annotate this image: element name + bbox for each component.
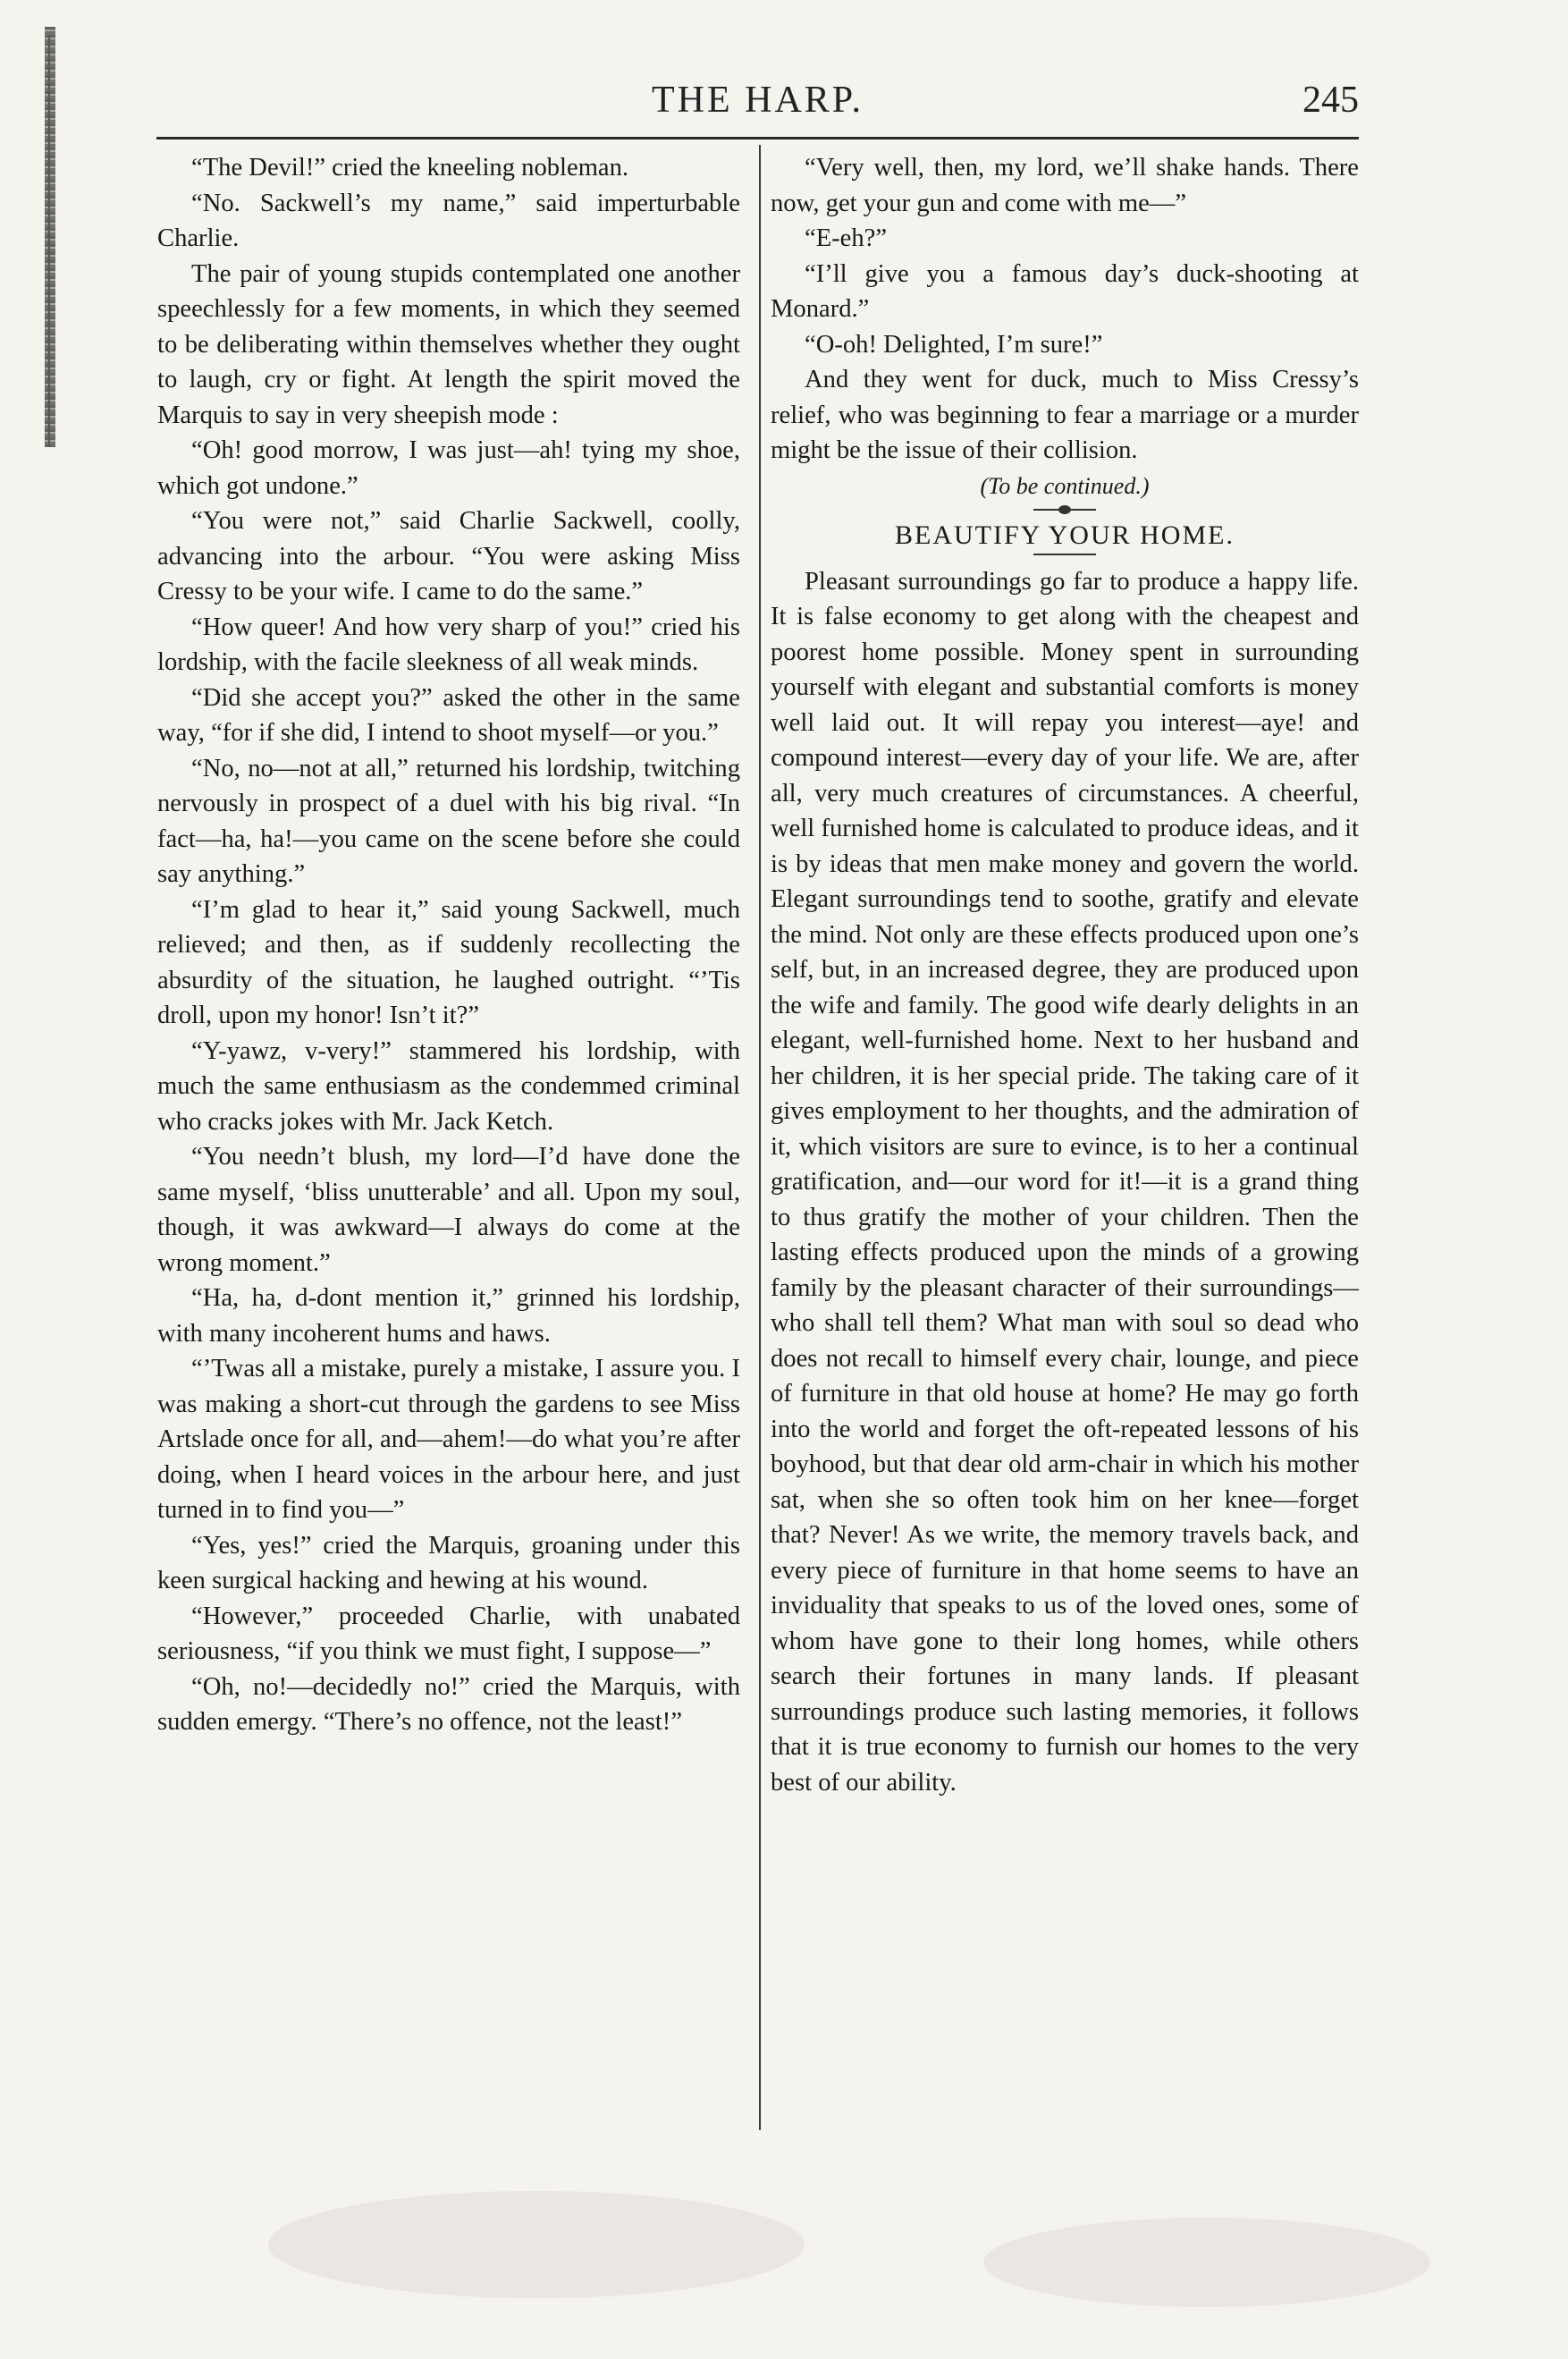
story-paragraph: “Oh, no!—decidedly no!” cried the Marquis, with sudden emergy. “There’s no offence, not the least!” <box>157 1672 740 1736</box>
story-paragraph: “Very well, then, my lord, we’ll shake hands. There now, get your gun and come with me—” <box>771 154 1359 217</box>
right-column <box>771 150 1359 1800</box>
story-paragraph: “Ha, ha, d-dont mention it,” grinned his lordship, with many incoherent hums and haws. <box>157 1284 740 1348</box>
story-paragraph: “No. Sackwell’s my name,” said imperturbable Charlie. <box>157 189 740 252</box>
page-number: 245 <box>1302 80 1359 121</box>
column-divider <box>759 145 761 2130</box>
binding-edge <box>45 27 55 447</box>
story-paragraph: “You were not,” said Charlie Sackwell, coolly, advancing into the arbour. “You were asking Miss Cressy to be your wife. I came to do the same.” <box>157 507 740 605</box>
running-title: THE HARP. <box>651 80 864 121</box>
story-paragraph: The pair of young stupids contemplated one another speechlessly for a few moments, in which they seemed to be deliberating within themselves whether they ought to laugh, cry or fight. At length the spirit moved the Marquis to say in very sheepish mode : <box>157 259 740 429</box>
story-paragraph: “Did she accept you?” asked the other in the same way, “for if she did, I intend to shoot myself—or you.” <box>157 683 740 747</box>
story-paragraph: “Yes, yes!” cried the Marquis, groaning under this keen surgical hacking and hewing at his wound. <box>157 1531 740 1594</box>
story-paragraph: “No, no—not at all,” returned his lordship, twitching nervously in prospect of a duel with his big rival. “In fact—ha, ha!—you came on the scene before she could say anything.” <box>157 754 740 888</box>
left-column <box>157 150 740 1740</box>
story-paragraph: “You needn’t blush, my lord—I’d have done the same myself, ‘bliss unutterable’ and all. Upon my soul, though, it was awkward—I always do come at the wrong moment.” <box>157 1143 740 1277</box>
binding-line <box>48 36 50 447</box>
story-paragraph: “However,” proceeded Charlie, with unabated seriousness, “if you think we must fight, I suppose—” <box>157 1602 740 1665</box>
paper-stain <box>983 2218 1430 2307</box>
story-paragraph: “How queer! And how very sharp of you!” cried his lordship, with the facile sleekness of all weak minds. <box>157 613 740 676</box>
story-paragraph: “Y-yawz, v-very!” stammered his lordship, with much the same enthusiasm as the condemmed criminal who cracks jokes with Mr. Jack Ketch. <box>157 1036 740 1136</box>
continued-note: (To be continued.) <box>980 472 1150 499</box>
story-paragraph: “E-eh?” <box>805 224 888 252</box>
header-rule <box>156 137 1359 140</box>
title-rule <box>1033 554 1096 555</box>
story-paragraph: And they went for duck, much to Miss Cressy’s relief, who was beginning to fear a marriage or a murder might be the issue of their collision. <box>771 366 1359 464</box>
story-paragraph: “The Devil!” cried the kneeling nobleman. <box>191 154 629 182</box>
story-paragraph: “I’ll give you a famous day’s duck-shooting at Monard.” <box>771 259 1359 323</box>
paper-stain <box>268 2191 805 2298</box>
page-header <box>156 72 1359 134</box>
story-paragraph: “O-oh! Delighted, I’m sure!” <box>805 330 1103 359</box>
article-paragraph: Pleasant surroundings go far to produce a happy life. It is false economy to get along with the cheapest and poorest home possible. Money spent in surrounding yourself with elegant and substantial comforts is money well laid out. It will repay you interest—aye! and compound interest—every day of your life. We are, after all, very much creatures of circumstances. A cheerful, well furnished home is calculated to produce ideas, and it is by ideas that men make money and govern the world. Elegant surroundings tend to soothe, gratify and elevate the mind. Not only are these effects produced upon one’s self, but, in an increased degree, they are produced upon the wife and family. The good wife dearly delights in an elegant, well-furnished home. Next to her husband and her children, it is her special pride. The taking care of it gives employment to her thoughts, and the admiration of it, which visitors are sure to evince, is to her a continual gratification, and—our word for it!—it is a grand thing to thus gratify the mother of your children. Then the lasting effects produced upon the minds of a growing family by the pleasant character of their surroundings—who shall tell them? What man with soul so dead who does not recall to himself every chair, lounge, and piece of furniture in that old house at home? He may go forth into the world and forget the oft-repeated lessons of his boyhood, but that dear old arm-chair in which his mother sat, when she so often took him on her knee—forget that? Never! As we write, the memory travels back, and every piece of furniture in that home seems to have an inviduality that speaks to us of the loved ones, some of whom have gone to their long homes, while others search their fortunes in many lands. If pleasant surroundings produce such lasting memories, it follows that it is true economy to furnish our homes to the very best of our ability. <box>771 567 1359 1797</box>
story-paragraph: “I’m glad to hear it,” said young Sackwell, much relieved; and then, as if suddenly recollecting the absurdity of the situation, he laughed outright. “’Tis droll, upon my honor! Isn’t it?” <box>157 895 740 1029</box>
ornament-divider <box>1033 505 1096 514</box>
story-paragraph: “Oh! good morrow, I was just—ah! tying my shoe, which got undone.” <box>157 436 740 500</box>
story-paragraph: “’Twas all a mistake, purely a mistake, I assure you. I was making a short-cut through the gardens to see Miss Artslade once for all, and—ahem!—do what you’re after doing, when I heard voices in the arbour here, and just turned in to find you—” <box>157 1355 740 1524</box>
article-title: BEAUTIFY YOUR HOME. <box>895 520 1235 550</box>
